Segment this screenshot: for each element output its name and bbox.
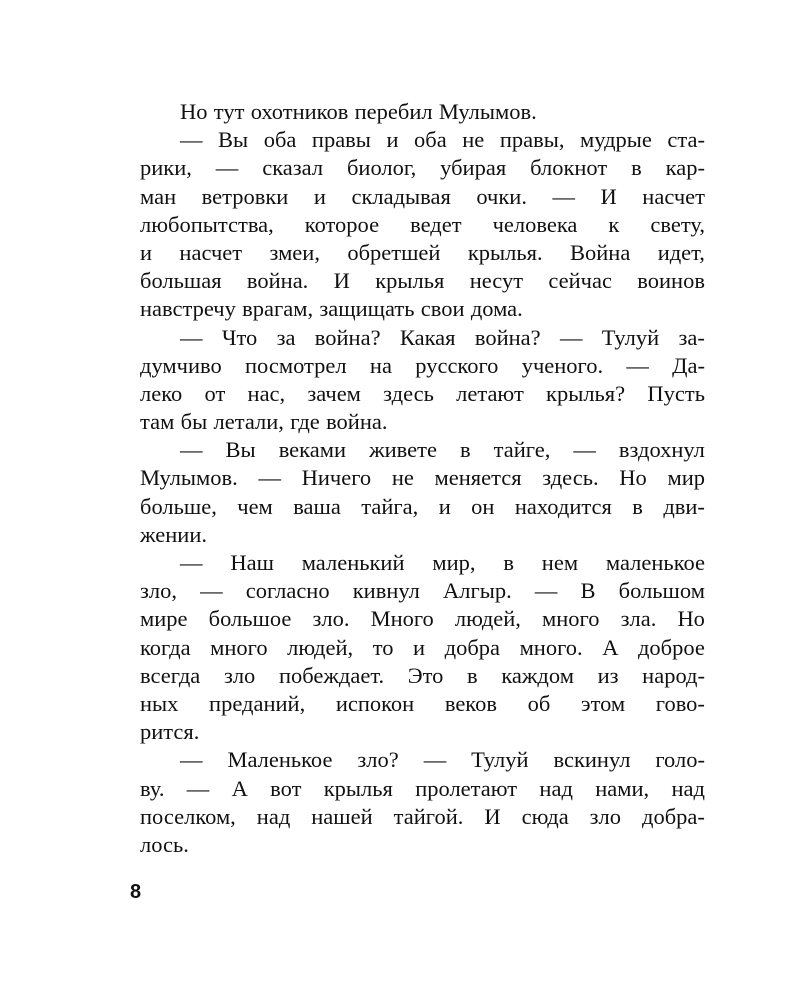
text-line: лось. bbox=[140, 831, 189, 857]
page-number: 8 bbox=[130, 881, 142, 903]
text-line: поселком, над нашей тайгой. И сюда зло добра- bbox=[140, 803, 705, 829]
text-line: думчиво посмотрел на русского ученого. — Да- bbox=[140, 352, 705, 378]
text-line: — Вы оба правы и оба не правы, мудрые ста- bbox=[180, 127, 705, 153]
text-line: больше, чем ваша тайга, и он находится в дви- bbox=[140, 493, 705, 519]
text-line: и насчет змеи, обретшей крылья. Война идет, bbox=[140, 239, 705, 265]
text-line: зло, — согласно кивнул Алгыр. — В большом bbox=[140, 578, 705, 604]
text-line: рится. bbox=[140, 719, 200, 745]
text-line: там бы летали, где война. bbox=[140, 409, 388, 435]
body-text bbox=[140, 98, 705, 859]
text-line: всегда зло побеждает. Это в каждом из народ- bbox=[140, 662, 705, 688]
text-line: большая война. И крылья несут сейчас воинов bbox=[140, 268, 705, 294]
text-line: Мулымов. — Ничего не меняется здесь. Но мир bbox=[140, 465, 705, 491]
text-line: — Маленькое зло? — Тулуй вскинул голо- bbox=[180, 747, 705, 773]
text-line: рики, — сказал биолог, убирая блокнот в кар- bbox=[140, 155, 705, 181]
text-line: Но тут охотников перебил Мулымов. bbox=[180, 99, 537, 124]
text-line: ман ветровки и складывая очки. — И насчет bbox=[140, 183, 705, 209]
text-line: — Что за война? Какая война? — Тулуй за- bbox=[180, 324, 705, 350]
text-line: мире большое зло. Много людей, много зла. Но bbox=[140, 606, 705, 632]
text-line: когда много людей, то и добра много. А доброе bbox=[140, 634, 705, 660]
text-line: — Вы веками живете в тайге, — вздохнул bbox=[180, 437, 705, 463]
text-line: ных преданий, испокон веков об этом гово- bbox=[140, 690, 705, 716]
text-line: леко от нас, зачем здесь летают крылья? Пусть bbox=[140, 380, 705, 406]
text-line: — Наш маленький мир, в нем маленькое bbox=[180, 550, 705, 575]
text-line: жении. bbox=[140, 521, 207, 547]
text-line: навстречу врагам, защищать свои дома. bbox=[140, 296, 523, 322]
text-line: ву. — А вот крылья пролетают над нами, над bbox=[140, 775, 705, 801]
text-line: любопытства, которое ведет человека к свету, bbox=[140, 211, 705, 237]
